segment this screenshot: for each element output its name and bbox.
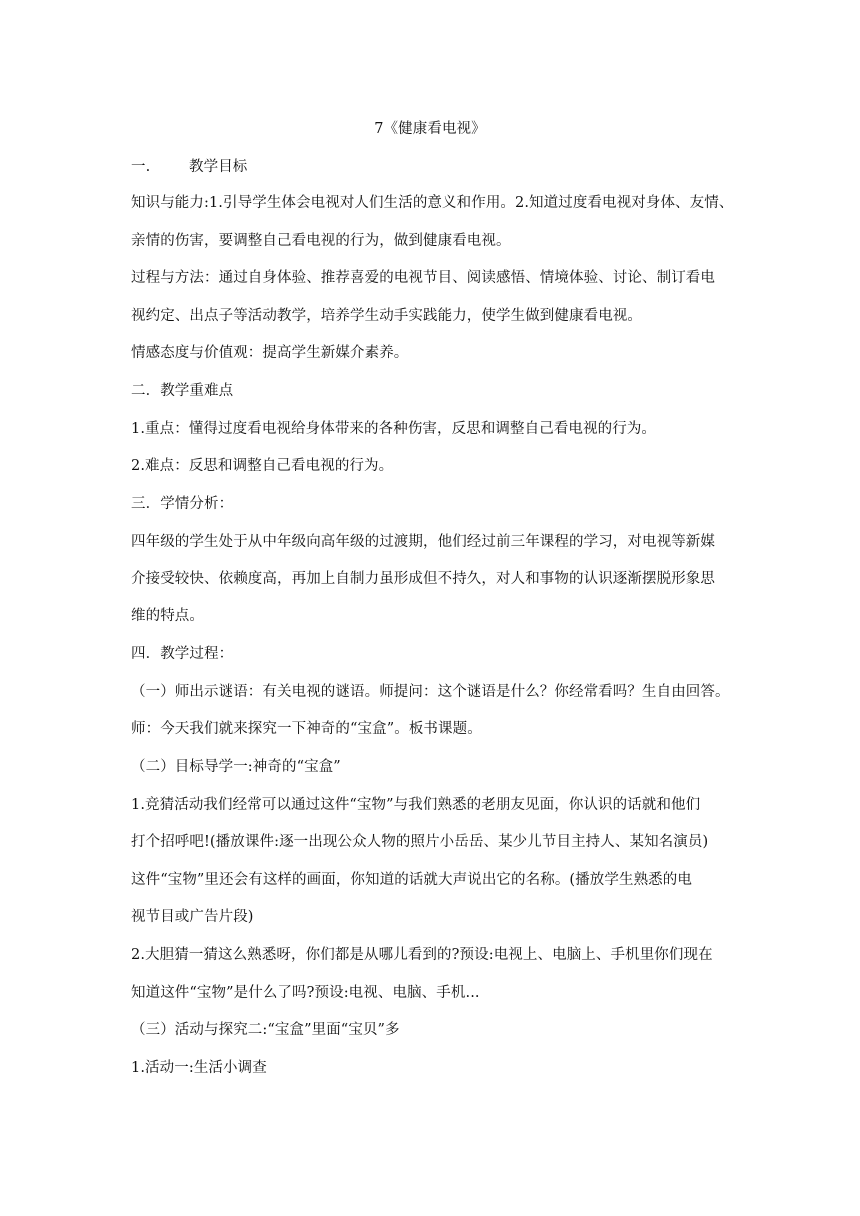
paragraph-line: 1.活动一:生活小调查 <box>131 1060 267 1076</box>
paragraph-line: 2.大胆猜一猜这么熟悉呀，你们都是从哪儿看到的?预设:电视上、电脑上、手机里你们现在 <box>131 947 713 963</box>
paragraph-line: 打个招呼吧!(播放课件:逐一出现公众人物的照片小岳岳、某少儿节目主持人、某知名演员) <box>131 834 709 850</box>
paragraph-line: 四年级的学生处于从中年级向高年级的过渡期，他们经过前三年课程的学习，对电视等新媒 <box>131 534 715 550</box>
paragraph-line: 2.难点：反思和调整自己看电视的行为。 <box>131 458 394 474</box>
paragraph-line: 情感态度与价值观：提高学生新媒介素养。 <box>131 345 409 361</box>
paragraph-line: 知道这件“宝物”是什么了吗?预设:电视、电脑、手机... <box>131 985 480 1001</box>
paragraph-line: 维的特点。 <box>131 608 204 624</box>
paragraph-line: 1.竞猜活动我们经常可以通过这件“宝物”与我们熟悉的老朋友见面，你认识的话就和他们 <box>131 797 701 813</box>
paragraph-line: 这件“宝物”里还会有这样的画面，你知道的话就大声说出它的名称。(播放学生熟悉的电 <box>131 872 692 888</box>
paragraph-line: 介接受较快、依赖度高，再加上自制力虽形成但不持久，对人和事物的认识逐渐摆脱形象思 <box>131 571 715 587</box>
section-heading-analysis: 三．学情分析： <box>131 496 234 512</box>
section-title: 教学目标 <box>189 159 248 175</box>
section-heading-process: 四．教学过程： <box>131 646 234 662</box>
document-title: 7《健康看电视》 <box>374 121 486 137</box>
paragraph-line: 过程与方法：通过自身体验、推荐喜爱的电视节目、阅读感悟、情境体验、讨论、制订看电 <box>131 270 715 286</box>
paragraph-line: （一）师出示谜语：有关电视的谜语。师提问：这个谜语是什么？你经常看吗？生自由回答。 <box>131 684 730 700</box>
paragraph-line: 亲情的伤害，要调整自己看电视的行为，做到健康看电视。 <box>131 233 511 249</box>
subheading: （三）活动与探究二:“宝盒”里面“宝贝”多 <box>131 1022 400 1038</box>
paragraph-line: 1.重点：懂得过度看电视给身体带来的各种伤害，反思和调整自己看电视的行为。 <box>131 421 657 437</box>
section-heading-objectives <box>131 157 751 177</box>
section-heading-key-points: 二．教学重难点 <box>131 383 234 399</box>
section-number: 一. <box>131 159 151 175</box>
paragraph-line: 视节目或广告片段) <box>131 909 254 925</box>
paragraph-line: 视约定、出点子等活动教学，培养学生动手实践能力，使学生做到健康看电视。 <box>131 308 642 324</box>
paragraph-line: 知识与能力:1.引导学生体会电视对人们生活的意义和作用。2.知道过度看电视对身体、友情、 <box>131 195 734 211</box>
paragraph-line: 师：今天我们就来探究一下神奇的“宝盒”。板书课题。 <box>131 721 482 737</box>
subheading: （二）目标导学一:神奇的“宝盒” <box>131 759 341 775</box>
